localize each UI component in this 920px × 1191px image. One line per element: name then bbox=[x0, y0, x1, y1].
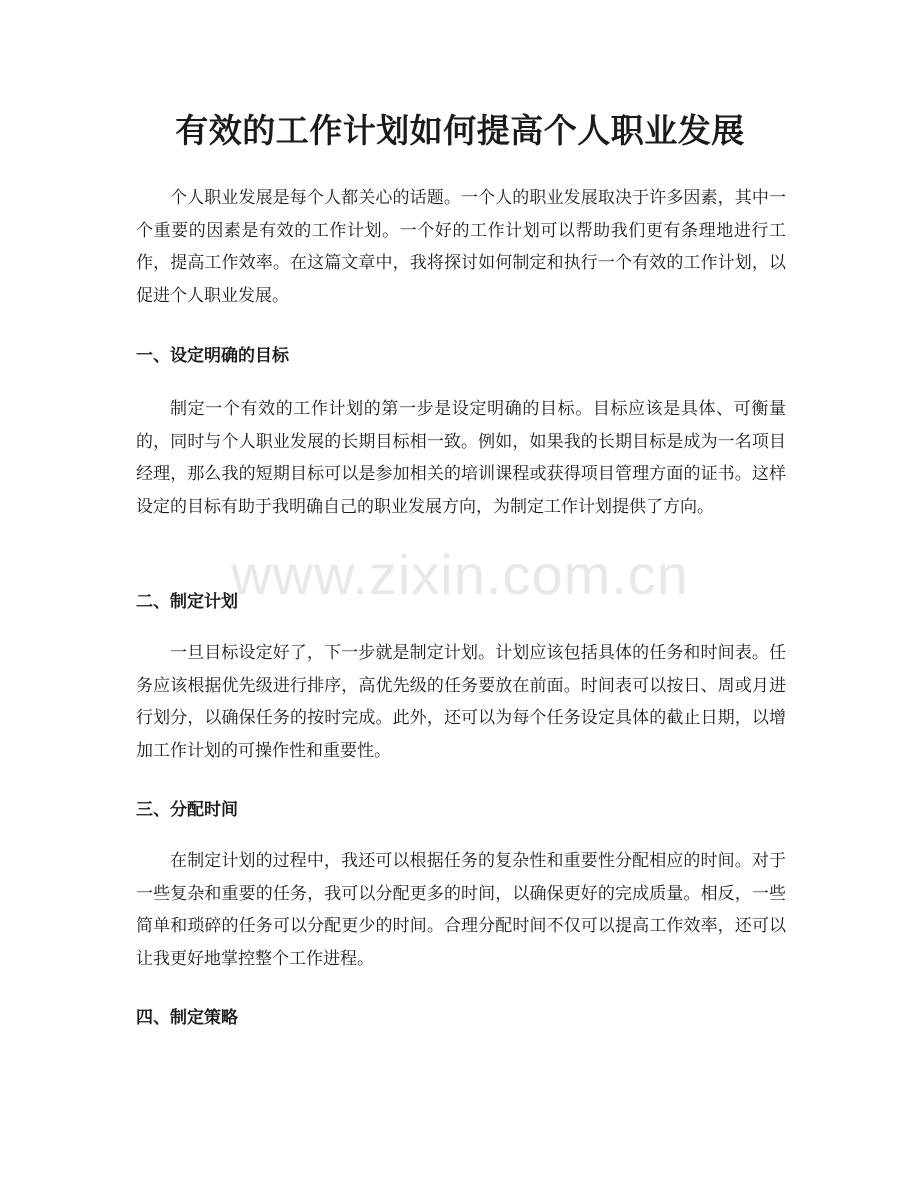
intro-paragraph: 个人职业发展是每个人都关心的话题。一个人的职业发展取决于许多因素，其中一个重要的因素是有效的工作计划。一个好的工作计划可以帮助我们更有条理地进行工作，提高工作效率。在这篇文章中，我将探讨如何制定和执行一个有效的工作计划，以促进个人职业发展。 bbox=[136, 188, 786, 306]
section-heading-1: 一、设定明确的目标 bbox=[136, 346, 289, 366]
section-body-1: 制定一个有效的工作计划的第一步是设定明确的目标。目标应该是具体、可衡量的，同时与个人职业发展的长期目标相一致。例如，如果我的长期目标是成为一名项目经理，那么我的短期目标可以是参加相关的培训课程或获得项目管理方面的证书。这样设定的目标有助于我明确自己的职业发展方向，为制定工作计划提供了方向。 bbox=[136, 399, 786, 517]
document-title: 有效的工作计划如何提高个人职业发展 bbox=[175, 111, 745, 150]
section-body-3: 在制定计划的过程中，我还可以根据任务的复杂性和重要性分配相应的时间。对于一些复杂和重要的任务，我可以分配更多的时间，以确保更好的完成质量。相反，一些简单和琐碎的任务可以分配更少的时间。合理分配时间不仅可以提高工作效率，还可以让我更好地掌控整个工作进程。 bbox=[136, 851, 786, 969]
section-heading-2: 二、制定计划 bbox=[136, 592, 238, 612]
watermark-text: www.zixin.com.cn bbox=[231, 543, 689, 606]
section-body-2: 一旦目标设定好了，下一步就是制定计划。计划应该包括具体的任务和时间表。任务应该根据优先级进行排序，高优先级的任务要放在前面。时间表可以按日、周或月进行划分，以确保任务的按时完成。此外，还可以为每个任务设定具体的截止日期，以增加工作计划的可操作性和重要性。 bbox=[136, 643, 786, 761]
section-heading-4: 四、制定策略 bbox=[136, 1008, 238, 1028]
section-heading-3: 三、分配时间 bbox=[136, 800, 238, 820]
